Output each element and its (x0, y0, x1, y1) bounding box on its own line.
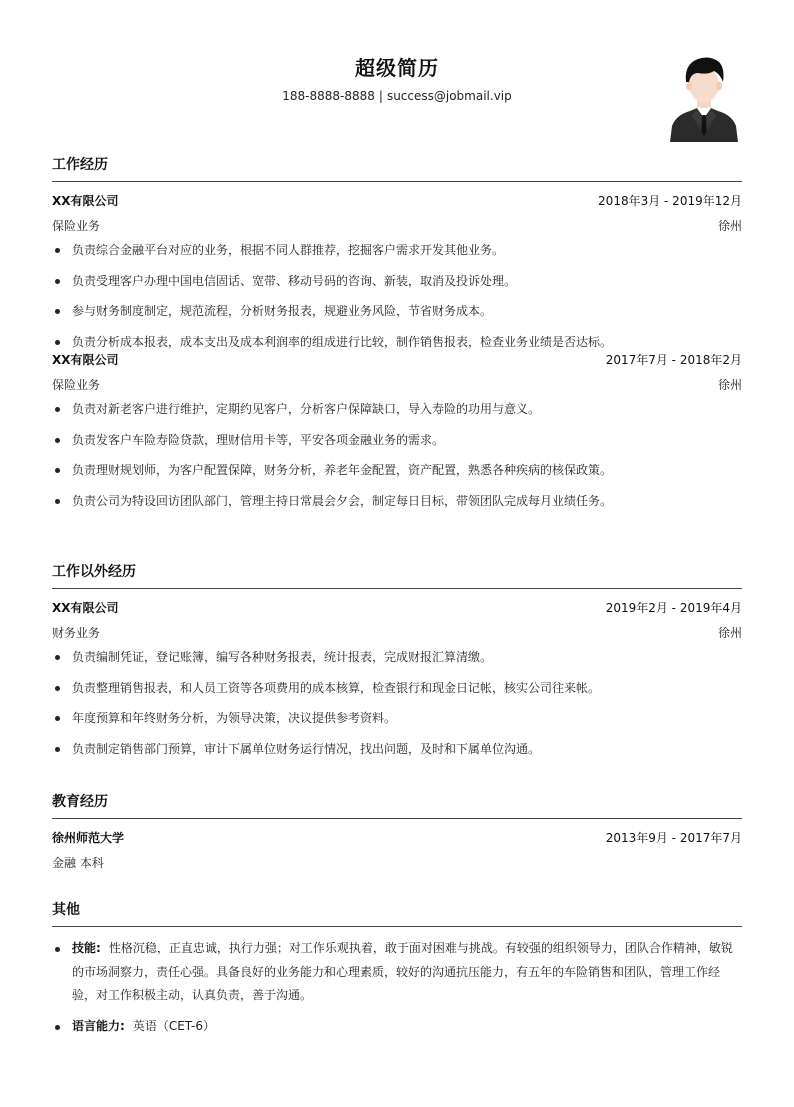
company-name: XX有限公司 (52, 194, 119, 208)
bullet-list (52, 241, 742, 351)
education-header (52, 829, 742, 847)
list-item: 负责对新老客户进行维护，定期约见客户，分析客户保障缺口，导入寿险的功用与意义。 (52, 400, 742, 418)
date-range: 2013年9月 - 2017年7月 (605, 831, 742, 845)
contact-separator: | (378, 89, 383, 103)
list-item: 负责发客户车险寿险贷款，理财信用卡等，平安各项金融业务的需求。 (52, 431, 742, 449)
resume-header (0, 0, 794, 150)
other-list (52, 937, 742, 1038)
entry-header (52, 192, 742, 210)
section-title-other: 其他 (52, 899, 742, 927)
list-item: 负责分析成本报表，成本支出及成本利润率的组成进行比较，制作销售报表，检查业务业绩是否达标。 (52, 333, 742, 351)
school-name: 徐州师范大学 (52, 831, 125, 845)
entry-subheader (52, 376, 742, 394)
skills-item (52, 937, 742, 1008)
list-item: 负责理财规划师，为客户配置保障，财务分析，养老年金配置，资产配置，熟悉各种疾病的核保政策。 (52, 461, 742, 479)
date-range: 2018年3月 - 2019年12月 (598, 194, 742, 208)
job-role: 财务业务 (52, 626, 101, 640)
language-item (52, 1015, 742, 1039)
entry-subheader (52, 217, 742, 235)
list-item: 负责公司为特设回访团队部门，管理主持日常晨会夕会，制定每日目标，带领团队完成每月业绩任务。 (52, 492, 742, 510)
entry-subheader (52, 624, 742, 642)
work-entry (52, 192, 742, 351)
entry-header (52, 599, 742, 617)
list-item: 年度预算和年终财务分析，为领导决策，决议提供参考资料。 (52, 709, 742, 727)
skills-text: 性格沉稳，正直忠诚，执行力强；对工作乐观执着，敢于面对困难与挑战。有较强的组织领导力，团队合作精神，敏锐的市场洞察力，责任心强。具备良好的业务能力和心理素质，较好的沟通抗压能力，有五年的车险销售和团队，管理工作经验，对工作积极主动，认真负责，善于沟通。 (72, 941, 733, 1002)
company-name: XX有限公司 (52, 353, 119, 367)
work-experience-section (52, 154, 742, 522)
section-title-education: 教育经历 (52, 791, 742, 819)
list-item: 负责整理销售报表，和人员工资等各项费用的成本核算，检查银行和现金日记帐，核实公司往来帐。 (52, 679, 742, 697)
job-city: 徐州 (717, 378, 742, 392)
list-item: 负责制定销售部门预算，审计下属单位财务运行情况，找出问题，及时和下属单位沟通。 (52, 740, 742, 758)
other-section (52, 899, 742, 1045)
list-item: 负责编制凭证，登记账簿，编写各种财务报表，统计报表，完成财报汇算清缴。 (52, 648, 742, 666)
job-role: 保险业务 (52, 219, 101, 233)
major-degree: 金融 本科 (52, 856, 104, 870)
extra-entry (52, 599, 742, 758)
candidate-name: 超级简历 (355, 56, 439, 80)
date-range: 2017年7月 - 2018年2月 (605, 353, 742, 367)
section-title-extra: 工作以外经历 (52, 561, 742, 589)
job-city: 徐州 (717, 219, 742, 233)
avatar (668, 52, 740, 142)
section-title-work: 工作经历 (52, 154, 742, 182)
list-item: 负责综合金融平台对应的业务，根据不同人群推荐，挖掘客户需求开发其他业务。 (52, 241, 742, 259)
bullet-list (52, 648, 742, 758)
phone-number: 188-8888-8888 (282, 89, 375, 103)
email-address: success@jobmail.vip (386, 89, 512, 103)
education-subheader (52, 854, 742, 872)
job-city: 徐州 (717, 626, 742, 640)
skills-label: 技能: (72, 941, 101, 955)
extra-experience-section (52, 561, 742, 770)
list-item: 参与财务制度制定，规范流程，分析财务报表，规避业务风险，节省财务成本。 (52, 302, 742, 320)
entry-header (52, 351, 742, 369)
work-entry (52, 351, 742, 510)
education-section (52, 791, 742, 872)
job-role: 保险业务 (52, 378, 101, 392)
language-label: 语言能力: (72, 1018, 125, 1033)
list-item: 负责受理客户办理中国电信固话、宽带、移动号码的咨询、新装，取消及投诉处理。 (52, 272, 742, 290)
date-range: 2019年2月 - 2019年4月 (605, 601, 742, 615)
company-name: XX有限公司 (52, 601, 119, 615)
language-text: 英语（CET-6） (132, 1018, 215, 1033)
bullet-list (52, 400, 742, 510)
